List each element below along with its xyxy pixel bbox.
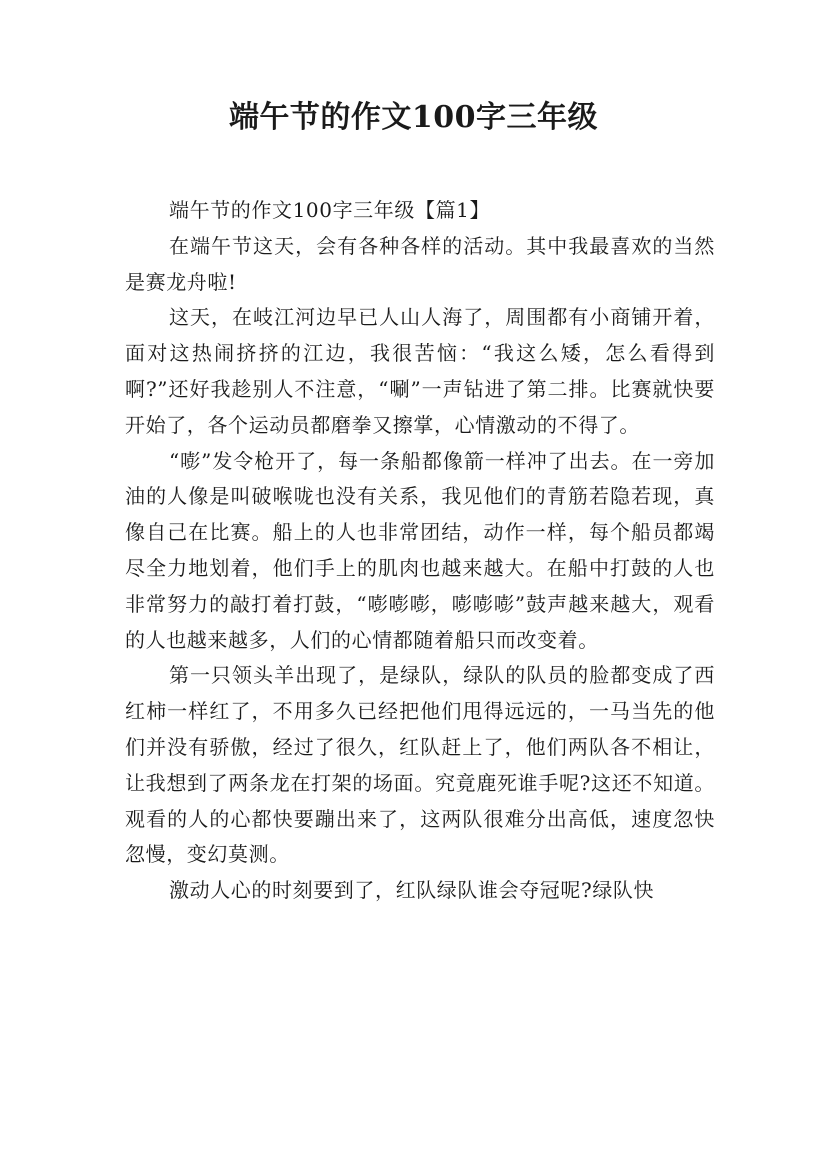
paragraph-1: 在端午节这天，会有各种各样的活动。其中我最喜欢的当然是赛龙舟啦!: [125, 233, 715, 294]
paragraph-3: “嘭”发令枪开了，每一条船都像箭一样冲了出去。在一旁加油的人像是叫破喉咙也没有关系，我见他们的青筋若隐若现，真像自己在比赛。船上的人也非常团结，动作一样，每个船员都竭尽全力地划着，他们手上的肌肉也越来越大。在船中打鼓的人也非常努力的敲打着打鼓，“嘭嘭嘭，嘭嘭嘭”鼓声越来越大，观看的人也越来越多，人们的心情都随着船只而改变着。: [125, 448, 715, 652]
paragraph-4: 第一只领头羊出现了，是绿队，绿队的队员的脸都变成了西红柿一样红了，不用多久已经把他们甩得远远的，一马当先的他们并没有骄傲，经过了很久，红队赶上了，他们两队各不相让，让我想到了两条龙在打架的场面。究竟鹿死谁手呢?这还不知道。观看的人的心都快要蹦出来了，这两队很难分出高低，速度忽快忽慢，变幻莫测。: [125, 663, 715, 867]
section-heading: 端午节的作文100字三年级【篇1】: [169, 198, 491, 222]
paragraph-5: 激动人心的时刻要到了，红队绿队谁会夺冠呢?绿队快: [169, 878, 655, 903]
document-body: [125, 193, 715, 909]
document-title: 端午节的作文100字三年级: [228, 100, 599, 135]
paragraph-2: 这天，在岐江河边早已人山人海了，周围都有小商铺开着，面对这热闹挤挤的江边，我很苦恼：“我这么矮，怎么看得到啊?”还好我趁别人不注意，“唰”一声钻进了第二排。比赛就快要开始了，各个运动员都磨拳又擦掌，心情激动的不得了。: [125, 305, 715, 437]
